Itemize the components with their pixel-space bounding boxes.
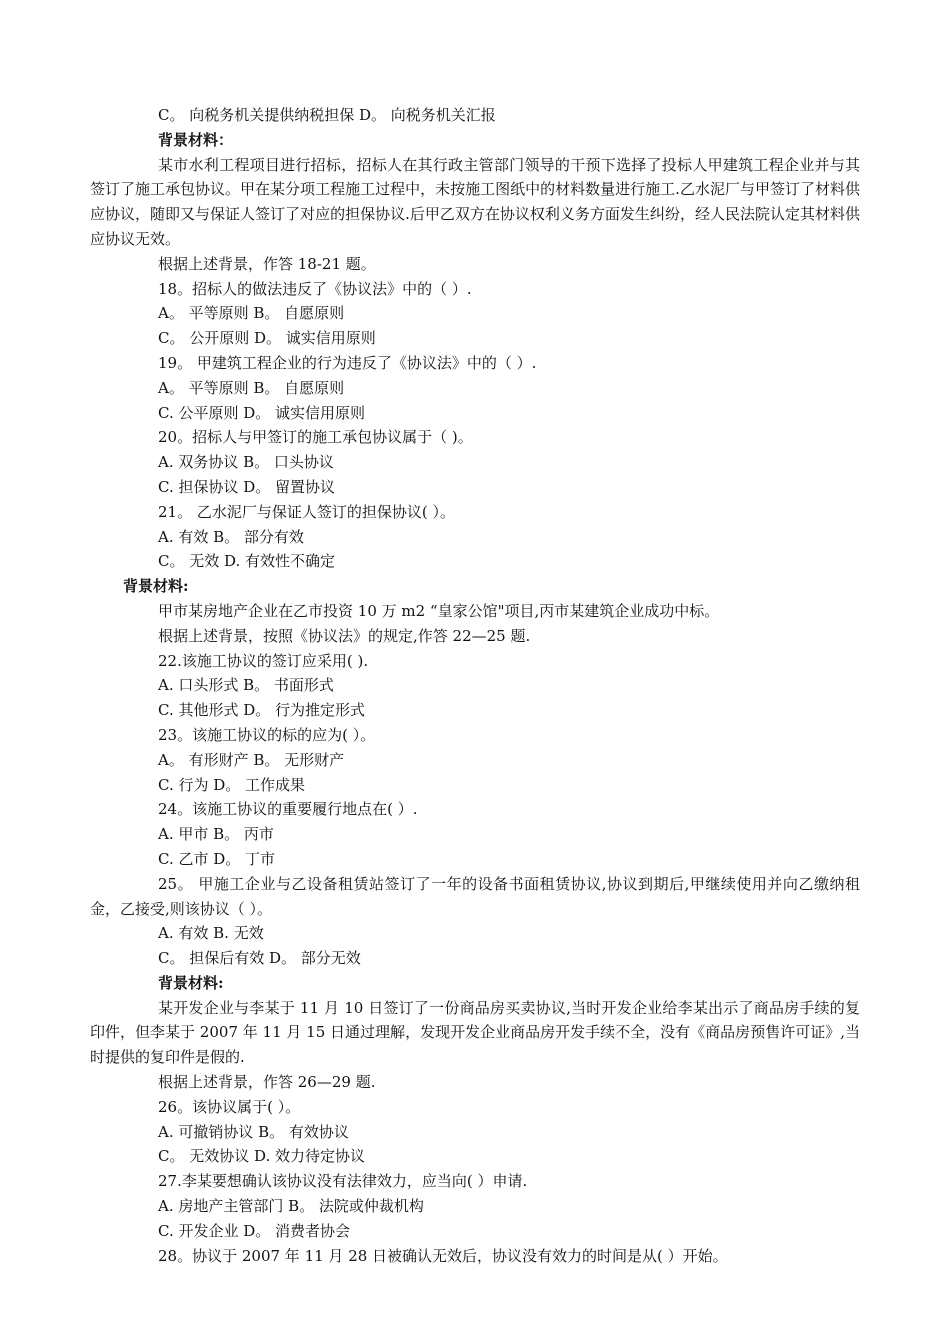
- text-line: 22.该施工协议的签订应采用( ).: [158, 651, 369, 670]
- text-line: A. 可撤销协议 B。 有效协议: [158, 1122, 349, 1141]
- text-line: 21。 乙水泥厂与保证人签订的担保协议( ）。: [158, 502, 455, 521]
- text-line: C。 公开原则 D。 诚实信用原则: [158, 329, 376, 348]
- text-line: 27.李某要想确认该协议没有法律效力，应当向( ）申请.: [158, 1172, 528, 1191]
- text-line: 甲市某房地产企业在乙市投资 10 万 m2 “皇家公馆"项目,丙市某建筑企业成功中标。: [158, 601, 720, 620]
- text-line: 20。招标人与甲签订的施工承包协议属于（ )。: [158, 428, 473, 447]
- text-line: 24。该施工协议的重要履行地点在( ）.: [158, 800, 418, 819]
- text-line: C. 担保协议 D。 留置协议: [158, 477, 336, 496]
- paragraph: 25。 甲施工企业与乙设备租赁站签订了一年的设备书面租赁协议,协议到期后,甲继续使用并向乙缴纳租金，乙接受,则该协议（ ）。: [90, 874, 860, 918]
- text-line: C. 乙市 D。 丁市: [158, 849, 276, 868]
- text-line: A. 有效 B. 无效: [158, 924, 264, 943]
- text-line: A. 甲市 B。 丙市: [158, 825, 274, 844]
- text-line: C。 无效协议 D. 效力待定协议: [158, 1147, 366, 1166]
- text-line: C. 行为 D。 工作成果: [158, 775, 306, 794]
- text-line: 根据上述背景，作答 26—29 题.: [158, 1073, 376, 1092]
- text-line: C. 公平原则 D。 诚实信用原则: [158, 403, 366, 422]
- text-line: A。 平等原则 B。 自愿原则: [158, 304, 345, 323]
- text-line: C. 开发企业 D。 消费者协会: [158, 1221, 351, 1240]
- paragraph: 某开发企业与李某于 11 月 10 日签订了一份商品房买卖协议,当时开发企业给李某出示了商品房手续的复印件，但李某于 2007 年 11 月 15 日通过理解，发现开发企业商品房开发手续不全，没有《商品房预售许可证》,当时提供的复印件是假的.: [90, 998, 860, 1067]
- text-line: 26。该协议属于( ）。: [158, 1097, 301, 1116]
- text-line: A. 有效 B。 部分有效: [158, 527, 304, 546]
- text-line: 28。协议于 2007 年 11 月 28 日被确认无效后，协议没有效力的时间是从( ）开始。: [158, 1246, 728, 1265]
- text-line: 23。该施工协议的标的应为( ）。: [158, 725, 376, 744]
- section-heading: 背景材料:: [158, 973, 224, 992]
- text-line: C. 其他形式 D。 行为推定形式: [158, 701, 366, 720]
- text-line: C。 向税务机关提供纳税担保 D。 向税务机关汇报: [158, 106, 496, 124]
- text-line: 根据上述背景，按照《协议法》的规定,作答 22—25 题.: [158, 626, 531, 645]
- text-line: A. 口头形式 B。 书面形式: [158, 676, 334, 695]
- section-heading: 背景材料:: [123, 577, 189, 596]
- text-line: 19。 甲建筑工程企业的行为违反了《协议法》中的（ ）.: [158, 353, 537, 372]
- text-line: 根据上述背景，作答 18-21 题。: [158, 254, 376, 273]
- section-heading: 背景材料：: [158, 130, 234, 149]
- text-line: C。 担保后有效 D。 部分无效: [158, 949, 361, 968]
- text-line: A. 房地产主管部门 B。 法院或仲裁机构: [158, 1197, 424, 1216]
- text-line: A。 平等原则 B。 自愿原则: [158, 378, 345, 397]
- document-body: [90, 103, 860, 1268]
- text-line: A。 有形财产 B。 无形财产: [158, 750, 345, 769]
- text-line: C。 无效 D. 有效性不确定: [158, 552, 336, 571]
- paragraph: 某市水利工程项目进行招标，招标人在其行政主管部门领导的干预下选择了投标人甲建筑工程企业并与其签订了施工承包协议。甲在某分项工程施工过程中，未按施工图纸中的材料数量进行施工.乙水泥厂与甲签订了材料供应协议，随即又与保证人签订了对应的担保协议.后甲乙双方在协议权利义务方面发生纠纷，经人民法院认定其材料供应协议无效。: [90, 155, 860, 248]
- text-line: A. 双务协议 B。 口头协议: [158, 453, 334, 472]
- text-line: 18。招标人的做法违反了《协议法》中的（ ）.: [158, 279, 472, 298]
